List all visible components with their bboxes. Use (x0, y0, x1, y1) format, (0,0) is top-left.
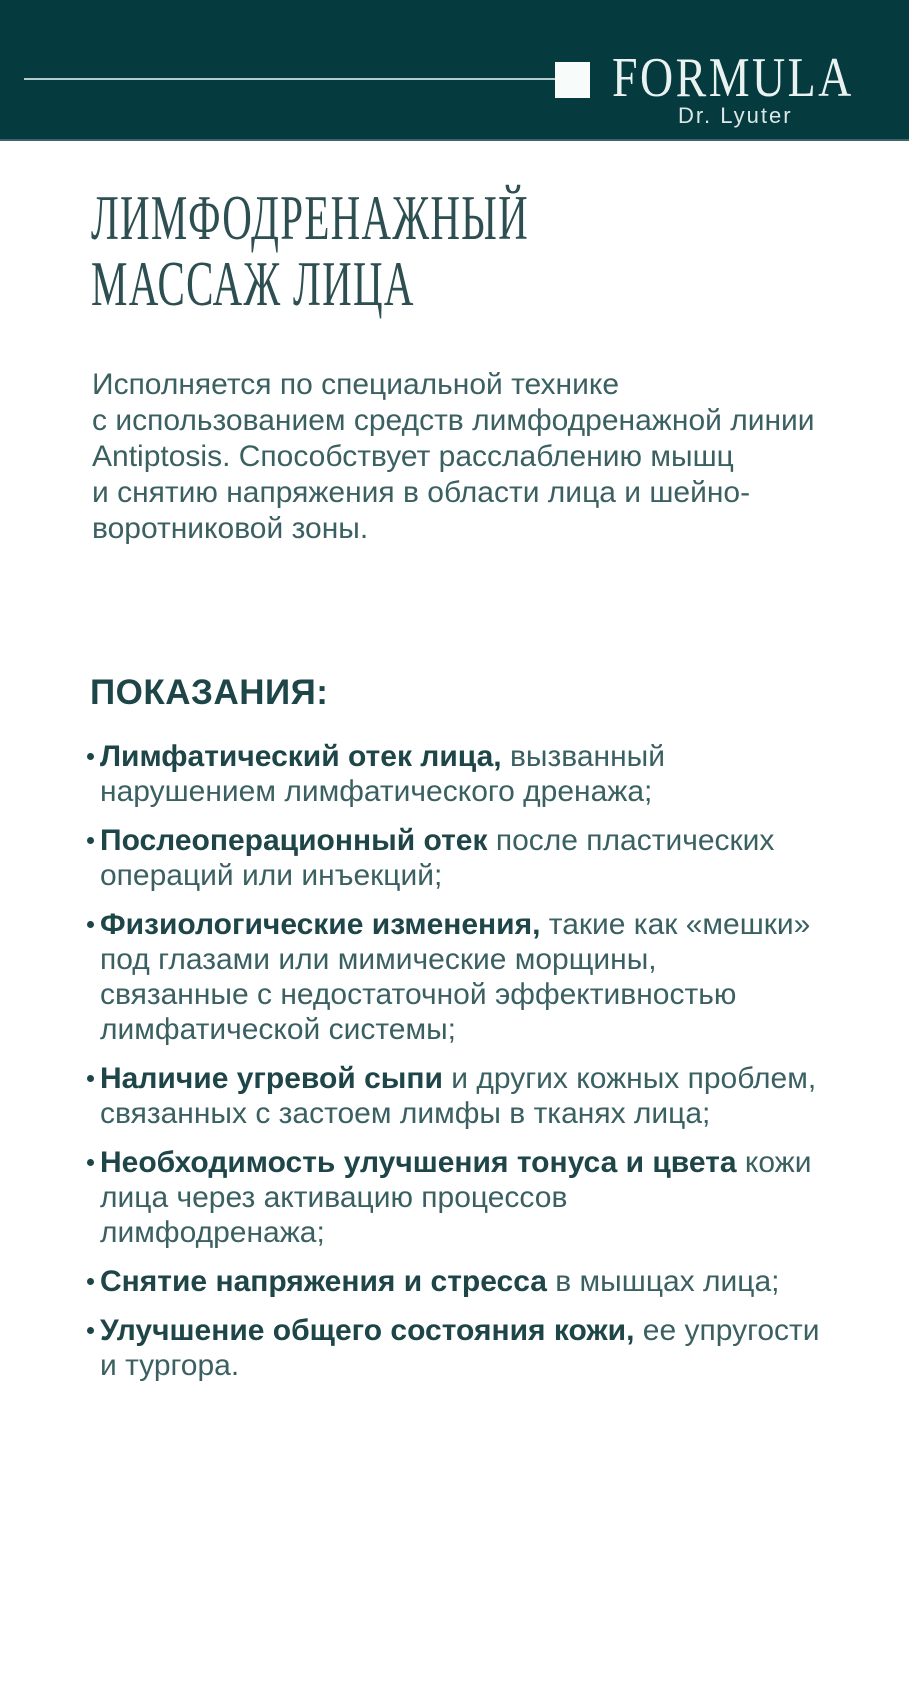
list-item (86, 823, 820, 893)
list-item-line (100, 907, 820, 942)
list-item-line (100, 823, 820, 858)
header-rule (24, 78, 555, 80)
list-item-lead: Послеоперационный отек (100, 824, 488, 857)
list-item-line (100, 1061, 820, 1096)
list-item-line: нарушением лимфатического дренажа; (100, 775, 653, 808)
intro-line: Antiptosis. Способствует расслаблению мышц (92, 440, 734, 473)
indications-heading: ПОКАЗАНИЯ: (90, 673, 329, 712)
list-item-text: вызванный (501, 740, 665, 773)
list-item-lead: Физиологические изменения, (100, 908, 541, 941)
list-item-line: под глазами или мимические морщины, (100, 943, 657, 976)
list-item-text: ее упругости (634, 1314, 820, 1347)
list-item-line: лимфатической системы; (100, 1013, 457, 1046)
list-item-text: после пластических (487, 824, 775, 857)
list-item-text: кожи (736, 1146, 812, 1179)
list-item-text: и других кожных проблем, (442, 1062, 817, 1095)
list-item-line (100, 1313, 820, 1348)
bullet-icon (87, 753, 94, 760)
list-item-lead: Наличие угревой сыпи (100, 1062, 443, 1095)
list-item-lead: Снятие напряжения и стресса (100, 1265, 547, 1298)
intro-line: Исполняется по специальной технике (92, 368, 620, 401)
intro-line: воротниковой зоны. (92, 512, 369, 545)
page-title (91, 182, 530, 319)
intro-paragraph (92, 367, 815, 547)
list-item-lead: Необходимость улучшения тонуса и цвета (100, 1146, 737, 1179)
brand-square-icon (555, 62, 590, 98)
intro-line: и снятию напряжения в области лица и шейно- (92, 476, 751, 509)
list-item-lead: Улучшение общего состояния кожи, (100, 1314, 635, 1347)
brand-subtitle: Dr. Lyuter (678, 103, 793, 128)
list-item-line: связанные с недостаточной эффективностью (100, 978, 737, 1011)
bullet-icon (87, 1159, 94, 1166)
list-item (86, 907, 820, 1047)
list-item-line: связанных с застоем лимфы в тканях лица; (100, 1097, 711, 1130)
page-title-line-2: МАССАЖ ЛИЦА (91, 248, 415, 319)
indications-list (86, 739, 820, 1397)
list-item-line: и тургора. (100, 1349, 240, 1382)
page-title-line-1: ЛИМФОДРЕНАЖНЫЙ (91, 182, 530, 253)
bullet-icon (87, 1278, 94, 1285)
list-item (86, 1145, 820, 1250)
list-item (86, 1061, 820, 1131)
list-item-lead: Лимфатический отек лица, (100, 740, 502, 773)
bullet-icon (87, 921, 94, 928)
list-item-line: лица через активацию процессов (100, 1181, 568, 1214)
list-item-text: такие как «мешки» (540, 908, 811, 941)
bullet-icon (87, 837, 94, 844)
brand-header (0, 0, 909, 141)
list-item (86, 1264, 820, 1299)
list-item-line (100, 1145, 820, 1180)
list-item-text: в мышцах лица; (546, 1265, 780, 1298)
list-item-line: лимфодренажа; (100, 1216, 325, 1249)
list-item-line (100, 739, 820, 774)
list-item-line (100, 1264, 820, 1299)
list-item (86, 1313, 820, 1383)
list-item (86, 739, 820, 809)
brand-name: FORMULA (612, 47, 854, 109)
bullet-icon (87, 1075, 94, 1082)
list-item-line: операций или инъекций; (100, 859, 443, 892)
intro-line: с использованием средств лимфодренажной линии (92, 404, 815, 437)
bullet-icon (87, 1327, 94, 1334)
